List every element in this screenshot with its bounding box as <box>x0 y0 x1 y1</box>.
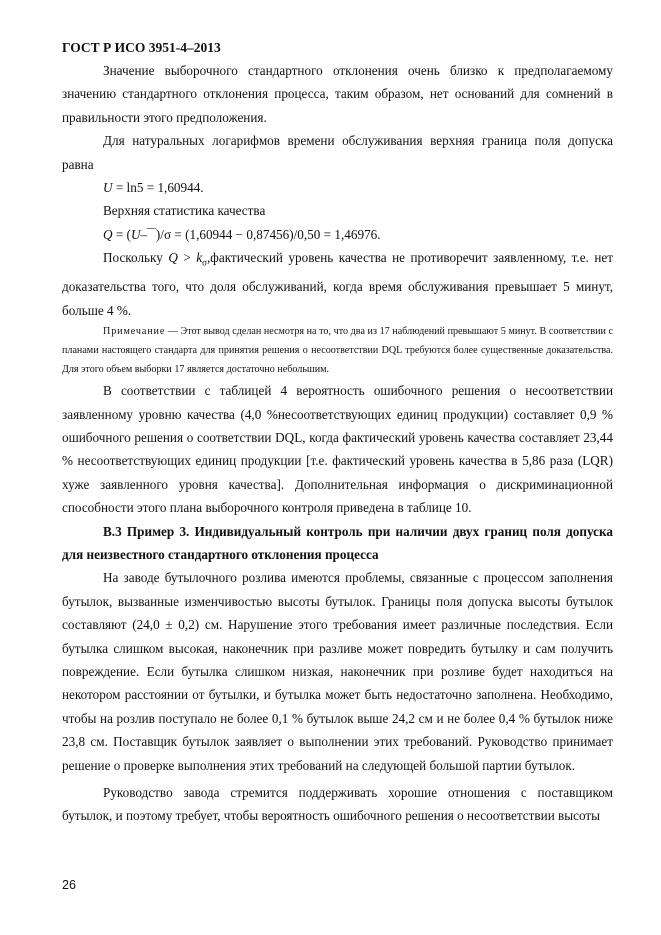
paragraph-management: Руководство завода стремится поддерживать хорошие отношения с поставщиком бутылок, и поэтому требует, чтобы вероятность ошибочного решения о несоответствии высоты <box>62 785 613 824</box>
paragraph-upper-limit: Для натуральных логарифмов времени обслуживания верхняя граница поля допуска равна <box>62 133 613 172</box>
conclusion-rest: ,фактический уровень качества не противоречит заявленному, т.е. нет доказательства того, что доля обслуживаний, когда время обслуживания превышает 5 минут, больше 4 %. <box>62 250 613 318</box>
note-text: — Этот вывод сделан несмотря на то, что два из 17 наблюдений превышают 5 минут. В соответствии с планами настоящего стандарта для принятия решения о несоответствии DQL требуются более существенные доказательства. Для этого объем выборки 17 является достаточно небольшим. <box>62 326 613 376</box>
formula-upper-limit <box>62 176 613 199</box>
paragraph-bottling: На заводе бутылочного розлива имеются проблемы, связанные с процессом заполнения бутылок, вызванные изменчивостью высоты бутылок. Границы поля допуска высоты бутылок составляют (24,0 ± 0,2) см. Нарушение этого требования имеет различные последствия. Если бутылка слишком высокая, наконечник при разливе может повредить бутылку и сам получить повреждение. Если бутылка слишком низкая, наконечник при розливе будет находиться на некотором расстоянии от бутылки, и бутылка может быть недостаточно заполнена. Необходимо, чтобы на розлив поступало не более 0,1 % бутылок выше 24,2 см и не более 0,4 % бутылок ниже 23,8 см. Поставщик бутылок заявляет о выполнении этих требований. Руководство принимает решение о проверке выполнения этих требований на следующей большой партии бутылок. <box>62 570 613 773</box>
formula-eq: = ( <box>112 226 131 242</box>
section-heading: В.3 Пример 3. Индивидуальный контроль при наличии двух границ поля допуска для неизвестного стандартного отклонения процесса <box>62 523 613 562</box>
note <box>62 322 613 379</box>
formula-var-u: U <box>103 180 113 196</box>
paragraph-table4: В соответствии с таблицей 4 вероятность ошибочного решения о несоответствии заявленному уровню качества (4,0 %несоответствующих единиц продукции) составляет 0,9 % ошибочного решения о соответствии DQL, когда фактический уровень качества составляет 23,44 % несоответствующих единиц продукции [т.е. фактический уровень качества в 5,86 раза (LQR) хуже заявленного уровня качества]. Дополнительная информация о дискриминационной способности этого плана выборочного контроля приведена в таблице 10. <box>62 383 613 516</box>
formula-upper-limit-expr: = ln5 = 1,60944. <box>112 180 204 196</box>
note-label: Примечание <box>103 326 166 338</box>
paragraph-conclusion <box>62 246 613 322</box>
conclusion-k: k <box>196 250 203 266</box>
formula-quality-rest: )/σ = (1,60944 − 0,87456)/0,50 = 1,46976. <box>155 226 381 242</box>
formula-var-u2: U <box>130 226 141 242</box>
formula-minus-xbar: –‾‾ <box>140 226 156 242</box>
formula-quality-statistic <box>62 223 613 246</box>
conclusion-q: Q <box>168 250 178 266</box>
conclusion-gt: > <box>177 250 197 266</box>
document-body <box>62 59 613 828</box>
formula-var-q: Q <box>103 226 113 242</box>
page-number: 26 <box>62 878 76 892</box>
paragraph-sample-sd: Значение выборочного стандартного отклонения очень близко к предполагаемому значению стандартного отклонения процесса, таким образом, нет оснований для сомнений в правильности этого предположения. <box>62 63 613 125</box>
conclusion-start: Поскольку <box>103 250 169 266</box>
paragraph-quality-statistic: Верхняя статистика качества <box>103 203 266 219</box>
conclusion-k-sub: σ <box>202 257 207 268</box>
standard-header: ГОСТ Р ИСО 3951-4–2013 <box>62 40 221 55</box>
